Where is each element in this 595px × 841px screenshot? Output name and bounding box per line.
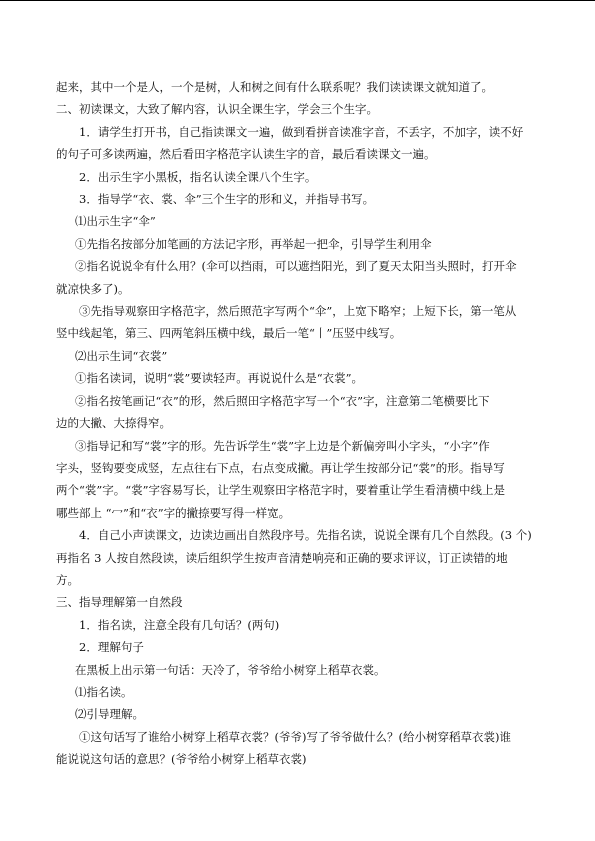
paragraph-umbrella-3 <box>56 300 543 345</box>
section-heading-3: 三、指导理解第一自然段 <box>56 595 183 610</box>
paragraph-clothes-2 <box>56 390 543 435</box>
section-heading-2: 二、初读课文，大致了解内容，认识全课生字，学会三个生字。 <box>56 102 378 117</box>
paragraph-line: 再指名 3 人按自然段读，读后组织学生按声音清楚响亮和正确的要求评议，订正读错的地 <box>56 550 508 565</box>
paragraph-line: 方。 <box>56 572 79 587</box>
paragraph-line: 4．自己小声读课文，边读边画出自然段序号。先指名读，说说全课有几个自然段。(3 个) <box>79 528 532 543</box>
paragraph-line: 1．请学生打开书，自己指读课文一遍，做到看拼音读准字音，不丢字，不加字，读不好 <box>79 124 524 139</box>
paragraph-question <box>56 726 543 771</box>
paragraph-umbrella-1: ①先指名按部分加笔画的方法记字形，再举起一把伞，引导学生利用伞 <box>75 236 432 251</box>
paragraph-section3-step-1: 1．指名读，注意全段有几句话？(两句) <box>79 617 280 632</box>
paragraph-line: 哪些部上 “冖”和“衣”字的撇捺要写得一样宽。 <box>56 505 291 520</box>
paragraph-line: 字头，竖钩要变成竖，左点往右下点，右点变成撇。再让学生按部分记“裳”的形。指导写 <box>56 460 505 475</box>
paragraph-line: 两个“裳”字。“裳”字容易写长，让学生观察田字格范字时，要着重让学生看清横中线上是 <box>56 483 506 498</box>
paragraph-section3-step-2: 2．理解句子 <box>79 640 144 655</box>
paragraph-line: ①这句话写了谁给小树穿上稻草衣裳？(爷爷)写了爷爷做什么？(给小树穿稻草衣裳)谁 <box>79 729 511 744</box>
subheading-umbrella: ⑴出示生字“伞” <box>75 214 156 229</box>
paragraph-step-3: 3．指导学“衣、裳、伞”三个生字的形和义，并指导书写。 <box>79 192 375 207</box>
paragraph-step-1 <box>56 121 543 166</box>
paragraph-clothes-1: ①指名读词，说明“裳”要读轻声。再说说什么是“衣裳”。 <box>75 371 364 386</box>
paragraph-line: ②指名说说伞有什么用？(伞可以挡雨，可以遮挡阳光，到了夏天太阳当头照时，打开伞 <box>75 259 517 274</box>
paragraph-step-4 <box>56 524 543 591</box>
paragraph-intro-end: 起来，其中一个是人，一个是树，人和树之间有什么联系呢？我们读读课文就知道了。 <box>56 80 493 94</box>
paragraph-blackboard-sentence: 在黑板上出示第一句话：天冷了，爷爷给小树穿上稻草衣裳。 <box>75 662 386 677</box>
document-body <box>56 76 543 771</box>
paragraph-umbrella-2 <box>56 255 543 300</box>
paragraph-line: 边的大撇、大捺得窄。 <box>56 416 171 431</box>
paragraph-step-2: 2．出示生字小黑板，指名认读全课八个生字。 <box>79 169 317 184</box>
paragraph-line: ③先指导观察田字格范字，然后照范字写两个“伞”，上宽下略窄；上短下长，第一笔从 <box>79 304 517 319</box>
paragraph-guide-understanding: ⑵引导理解。 <box>75 707 144 722</box>
paragraph-line: 竖中线起笔，第三、四两笔斜压横中线，最后一笔“丨”压竖中线写。 <box>56 326 402 341</box>
paragraph-clothes-3 <box>56 435 543 525</box>
paragraph-line: ②指名按笔画记“衣”的形，然后照田字格范字写一个“衣”字，注意第二笔横要比下 <box>75 393 490 408</box>
paragraph-line: 能说说这句话的意思？(爷爷给小树穿上稻草衣裳) <box>56 752 307 767</box>
paragraph-line: ③指导记和写“裳”字的形。先告诉学生“裳”字上边是个新偏旁叫小字头，“小字”作 <box>75 438 490 453</box>
paragraph-read-aloud: ⑴指名读。 <box>75 684 133 699</box>
subheading-clothes: ⑵出示生词“衣裳” <box>75 348 168 363</box>
paragraph-line: 的句子可多读两遍，然后看田字格范字认读生字的音，最后看读课文一遍。 <box>56 147 436 162</box>
page-top-rule <box>0 0 595 1</box>
paragraph-line: 就凉快多了)。 <box>56 281 130 296</box>
